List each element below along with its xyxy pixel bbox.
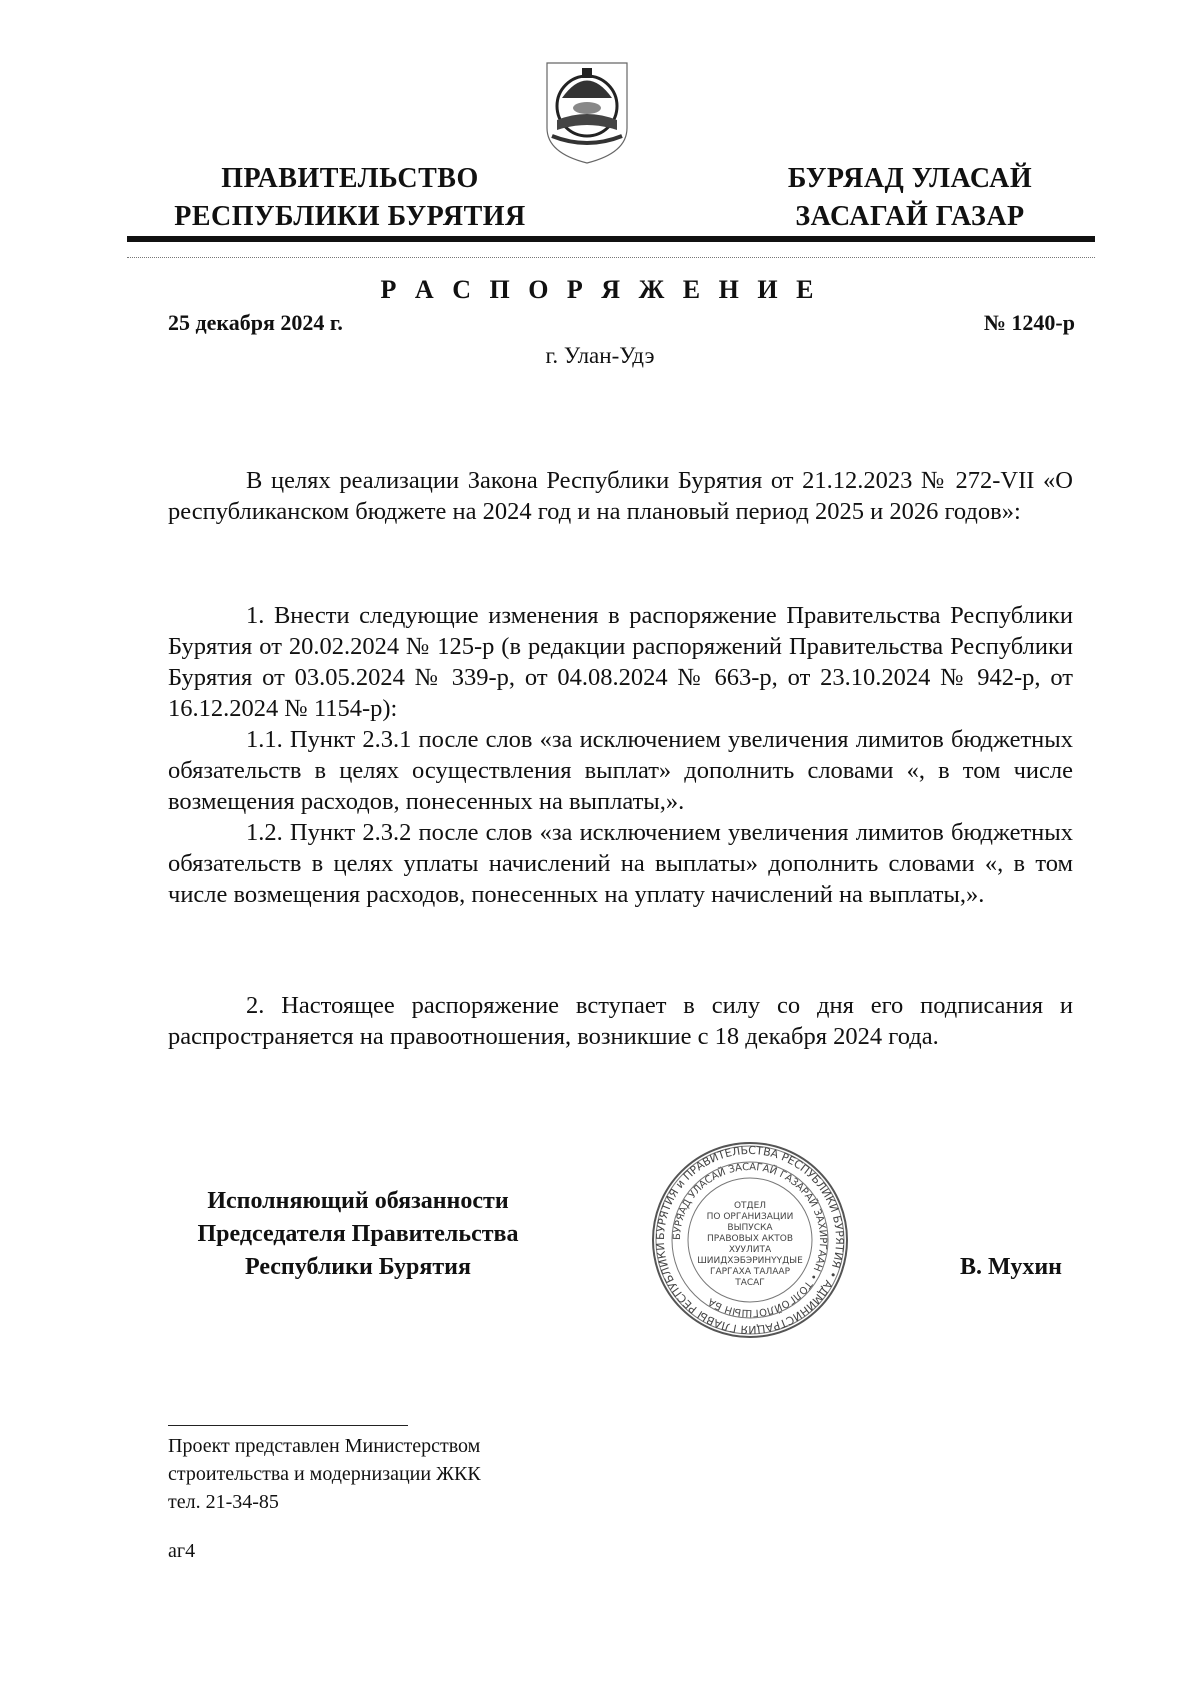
document-type-title: Р А С П О Р Я Ж Е Н И Е: [380, 275, 820, 304]
header-right-line1: БУРЯАД УЛАСАЙ: [787, 163, 1033, 194]
header-left: [160, 160, 540, 236]
header-left-line2: РЕСПУБЛИКИ БУРЯТИЯ: [174, 201, 526, 232]
document-date: 25 декабря 2024 г.: [168, 310, 343, 335]
footnote-divider: [168, 1425, 408, 1426]
official-stamp: [650, 1140, 850, 1340]
stamp-outer-text: БУРЯТИЯ и ПРАВИТЕЛЬСТВА РЕСПУБЛИКИ БУРЯТИЯ • АДМИНИСТРАЦИЯ ГЛАВЫ РЕСПУБЛИКИ: [653, 1143, 847, 1337]
footnote: [168, 1432, 481, 1516]
footnote-line2: строительства и модернизации ЖКК: [168, 1463, 481, 1485]
paragraph-2: 2. Настоящее распоряжение вступает в силу со дня его подписания и распространяется на правоотношения, возникшие с 18 декабря 2024 года.: [168, 992, 1073, 1050]
document-city: г. Улан-Удэ: [545, 343, 655, 368]
signatory-position: [168, 1185, 548, 1284]
paragraph-1-2: 1.2. Пункт 2.3.2 после слов «за исключением увеличения лимитов бюджетных обязательств в целях уплаты начислений на выплаты» дополнить словами «, в том числе возмещения расходов, понесенных на уплату начислений на выплаты,».: [168, 819, 1073, 908]
footnote-line1: Проект представлен Министерством: [168, 1435, 481, 1457]
header-right: [760, 160, 1060, 236]
body-section-2: [168, 990, 1073, 1052]
stamp-center-line: ХУУЛИТА: [728, 1245, 772, 1255]
stamp-center-line: ПРАВОВЫХ АКТОВ: [706, 1234, 794, 1244]
header-divider-thick: [127, 236, 1095, 242]
header-divider-thin: [127, 257, 1095, 259]
stamp-inner-text: БУРЯАД УЛАСАЙ ЗАСАГАЙ ГАЗАРАЙ ЗАХИРГААН • ТОЛГОЙЛОГШЫН БА: [671, 1161, 829, 1319]
paragraph-1-1: 1.1. Пункт 2.3.1 после слов «за исключением увеличения лимитов бюджетных обязательств в целях осуществления выплат» дополнить словами «, в том числе возмещения расходов, понесенных на выплаты,».: [168, 726, 1073, 815]
position-line3: Республики Бурятия: [244, 1254, 471, 1280]
signatory-name: В. Мухин: [960, 1254, 1062, 1280]
position-line2: Председателя Правительства: [197, 1221, 519, 1247]
preamble-text: В целях реализации Закона Республики Бурятия от 21.12.2023 № 272-VII «О республиканском бюджете на 2024 год и на плановый период 2025 и 2026 годов»:: [168, 467, 1073, 525]
body-preamble: [168, 465, 1073, 527]
paragraph-1: 1. Внести следующие изменения в распоряжение Правительства Республики Бурятия от 20.02.2024 № 125-р (в редакции распоряжений Правительства Республики Бурятия от 03.05.2024 № 339-р, от 04.08.2024 № 663-р, от 23.10.2024 № 942-р, от 16.12.2024 № 1154-р):: [168, 602, 1073, 722]
coat-of-arms-emblem: [542, 58, 632, 168]
header-right-line2: ЗАСАГАЙ ГАЗАР: [795, 201, 1025, 232]
stamp-center-line: ВЫПУСКА: [727, 1223, 773, 1233]
stamp-center-line: ПО ОРГАНИЗАЦИИ: [706, 1212, 794, 1222]
header-left-line1: ПРАВИТЕЛЬСТВО: [221, 163, 479, 194]
position-line1: Исполняющий обязанности: [207, 1188, 509, 1214]
stamp-center-line: ТАСАГ: [735, 1278, 765, 1288]
footnote-line3: тел. 21-34-85: [168, 1491, 279, 1513]
stamp-center-line: ОТДЕЛ: [733, 1201, 767, 1211]
stamp-center-line: ШИИДХЭБЭРИНҮҮДЫЕ: [697, 1256, 803, 1266]
body-section-1: [168, 600, 1073, 910]
stamp-center-line: ГАРГАХА ТАЛААР: [709, 1267, 791, 1277]
document-number: № 1240-р: [983, 310, 1075, 335]
document-tag: аг4: [168, 1540, 196, 1562]
